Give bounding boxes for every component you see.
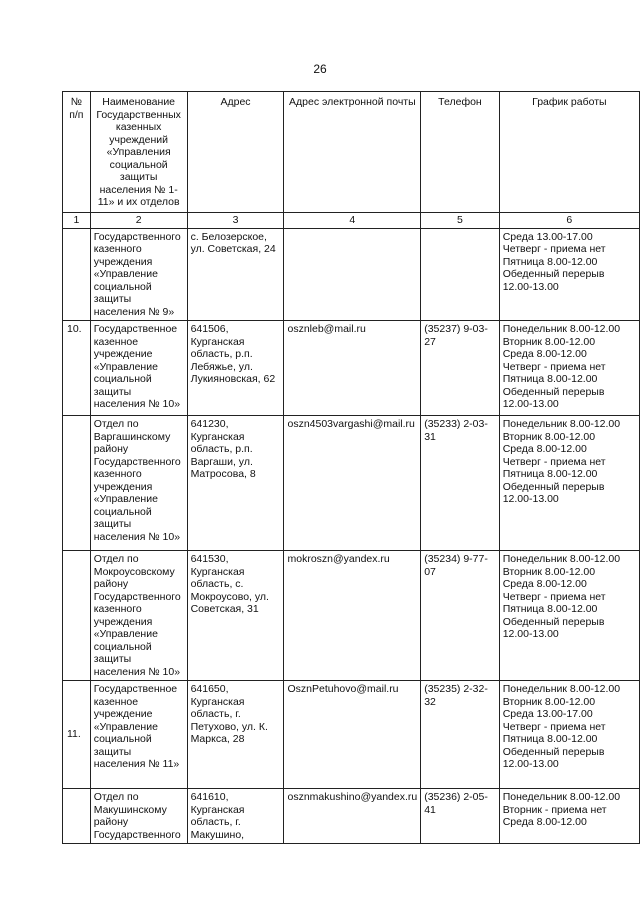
address: 641650, Курганская область, г. Петухово, ул. К. Маркса, 28: [187, 681, 284, 789]
email: osznmakushino@yandex.ru: [284, 789, 421, 844]
address: 641506, Курганская область, р.п. Лебяжье, ул. Лукияновская, 62: [187, 321, 284, 416]
row-number: [63, 789, 91, 844]
schedule-line: Понедельник 8.00-12.00: [502, 323, 621, 335]
schedule-line: Пятница 8.00-12.00: [502, 603, 598, 615]
table-row: [63, 321, 640, 416]
row-number: [63, 228, 91, 321]
schedule-line: Четверг - приема нет: [502, 720, 606, 733]
institution-name: Отдел по Макушинскому району Государственного: [90, 789, 187, 844]
schedule: [499, 789, 639, 844]
header-address: Адрес: [187, 92, 284, 213]
schedule-line: Понедельник 8.00-12.00: [502, 791, 621, 803]
header-phone: Телефон: [421, 92, 499, 213]
offices-table: [62, 91, 640, 844]
address: 641530, Курганская область, с. Мокроусово, ул. Советская, 31: [187, 551, 284, 681]
schedule-line: Обеденный перерыв 12.00-13.00: [502, 745, 605, 770]
column-number: 1: [63, 213, 91, 229]
table-row: [63, 681, 640, 789]
phone: (35237) 9-03-27: [421, 321, 499, 416]
schedule-line: Пятница 8.00-12.00: [502, 255, 598, 268]
schedule-line: Четверг - приема нет: [502, 360, 606, 373]
schedule-line: Вторник 8.00-12.00: [502, 335, 596, 348]
schedule-line: Вторник 8.00-12.00: [502, 695, 596, 708]
header-name: Наименование Государственных казенных учреждений «Управления социальной защиты населения № 1-11» и их отделов: [90, 92, 187, 213]
schedule-line: Обеденный перерыв 12.00-13.00: [502, 268, 605, 293]
schedule-line: Обеденный перерыв 12.00-13.00: [502, 615, 605, 640]
row-number: [63, 551, 91, 681]
schedule: [499, 551, 639, 681]
institution-name: Государственное казенное учреждение «Управление социальной защиты населения № 11»: [90, 681, 187, 789]
header-number: № п/п: [63, 92, 91, 213]
header-schedule: График работы: [499, 92, 639, 213]
schedule-line: Вторник 8.00-12.00: [502, 430, 596, 443]
schedule-line: Обеденный перерыв 12.00-13.00: [502, 480, 605, 505]
column-number: 5: [421, 213, 499, 229]
institution-name: Государственное казенное учреждение «Управление социальной защиты населения № 10»: [90, 321, 187, 416]
table-header-row: [63, 92, 640, 213]
email: [284, 228, 421, 321]
schedule-line: Среда 8.00-12.00: [502, 578, 587, 590]
schedule-line: Понедельник 8.00-12.00: [502, 683, 621, 695]
institution-name: Отдел по Варгашинскому району Государственного казенного учреждения «Управление социальной защиты населения № 10»: [90, 416, 187, 551]
address: с. Белозерское, ул. Советская, 24: [187, 228, 284, 321]
email: mokroszn@yandex.ru: [284, 551, 421, 681]
column-number: 3: [187, 213, 284, 229]
schedule-line: Среда 8.00-12.00: [502, 348, 587, 360]
schedule-line: Среда 8.00-12.00: [502, 443, 587, 455]
row-number: 11.: [63, 681, 91, 789]
header-email: Адрес электронной почты: [284, 92, 421, 213]
schedule-line: Вторник - приема нет: [502, 803, 607, 816]
schedule-line: Пятница 8.00-12.00: [502, 373, 598, 385]
institution-name: Государственного казенного учреждения «Управление социальной защиты населения № 9»: [90, 228, 187, 321]
email: OsznPetuhovo@mail.ru: [284, 681, 421, 789]
column-number: 6: [499, 213, 639, 229]
column-number-row: [63, 213, 640, 229]
schedule-line: Среда 8.00-12.00: [502, 816, 587, 828]
column-number: 2: [90, 213, 187, 229]
schedule-line: Понедельник 8.00-12.00: [502, 418, 621, 430]
schedule: [499, 321, 639, 416]
institution-name: Отдел по Мокроусовскому району Государственного казенного учреждения «Управление социальной защиты населения № 10»: [90, 551, 187, 681]
address: 641610, Курганская область, г. Макушино,: [187, 789, 284, 844]
phone: (35236) 2-05-41: [421, 789, 499, 844]
schedule-line: Обеденный перерыв 12.00-13.00: [502, 385, 605, 410]
email: oszn4503vargashi@mail.ru: [284, 416, 421, 551]
schedule: [499, 228, 639, 321]
phone: [421, 228, 499, 321]
schedule-line: Понедельник 8.00-12.00: [502, 553, 621, 565]
table-row: [63, 416, 640, 551]
schedule-line: Среда 13.00-17.00: [502, 708, 593, 720]
phone: (35234) 9-77-07: [421, 551, 499, 681]
phone: (35233) 2-03-31: [421, 416, 499, 551]
page-number: 26: [313, 62, 327, 76]
row-number: 10.: [63, 321, 91, 416]
schedule-line: Четверг - приема нет: [502, 590, 606, 603]
schedule-line: Среда 13.00-17.00: [502, 230, 593, 243]
phone: (35235) 2-32-32: [421, 681, 499, 789]
schedule-line: Пятница 8.00-12.00: [502, 468, 598, 480]
schedule: [499, 681, 639, 789]
schedule-line: Четверг - приема нет: [502, 455, 606, 468]
schedule-line: Вторник 8.00-12.00: [502, 565, 596, 578]
row-number: [63, 416, 91, 551]
schedule-line: Пятница 8.00-12.00: [502, 733, 598, 745]
column-number: 4: [284, 213, 421, 229]
email: osznleb@mail.ru: [284, 321, 421, 416]
address: 641230, Курганская область, р.п. Варгаши, ул. Матросова, 8: [187, 416, 284, 551]
table-row: [63, 551, 640, 681]
table-row: [63, 228, 640, 321]
schedule: [499, 416, 639, 551]
schedule-line: Четверг - приема нет: [502, 243, 606, 255]
table-row: [63, 789, 640, 844]
